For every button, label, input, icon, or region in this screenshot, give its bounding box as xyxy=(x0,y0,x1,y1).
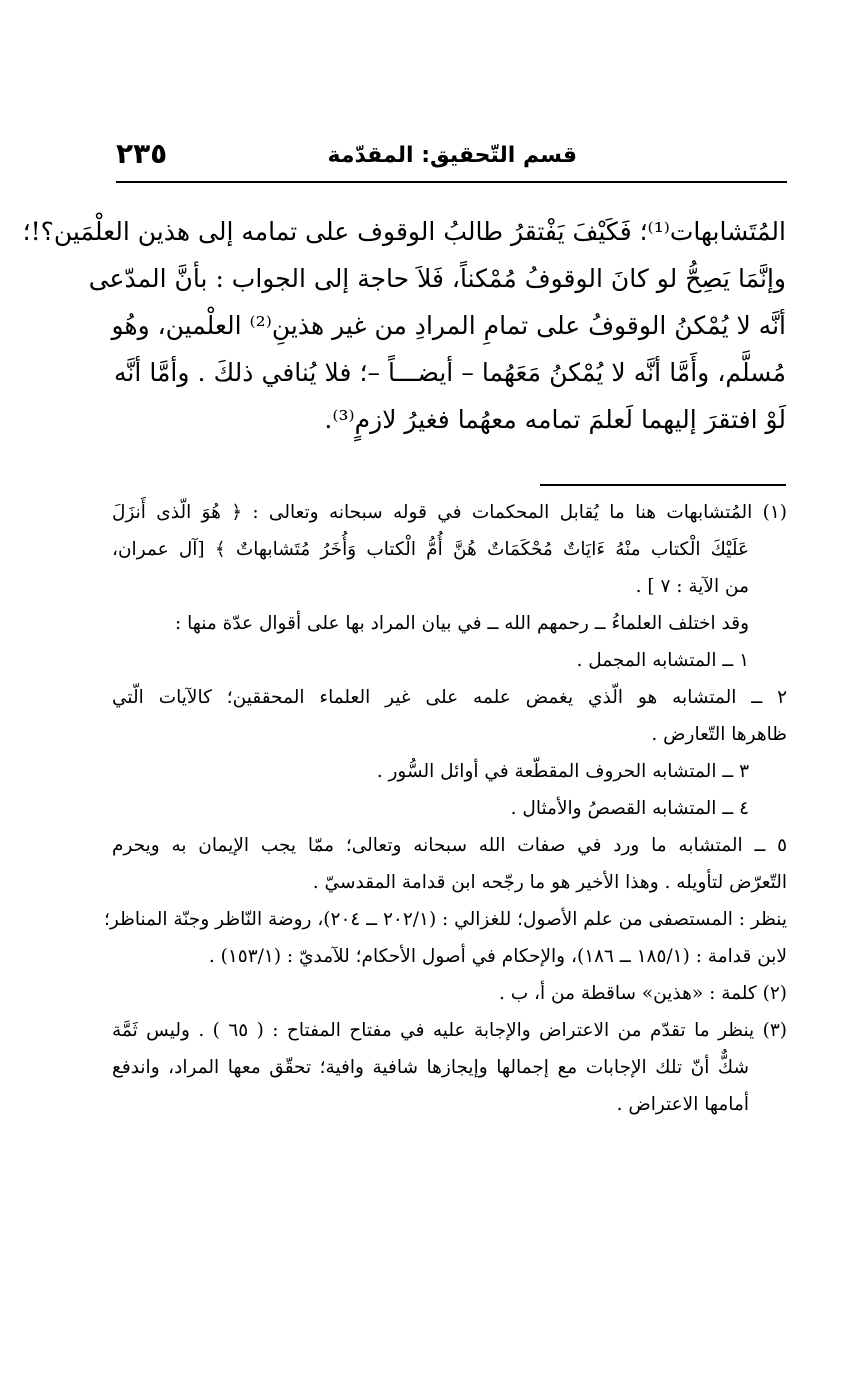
footnote-1-item-2: ٢ ــ المتشابه هو الّذي يغمض علمه على غير العلماء المحققين؛ كالآيات الّتي xyxy=(112,687,787,708)
footnote-1-item-2-cont: ظاهرها التّعارض . xyxy=(651,724,787,745)
footnote-1-reference-1: ينظر : المستصفى من علم الأصول؛ للغزالي : (٢٠٢/١ ــ ٢٠٤)، روضة النّاظر وجنّة المناظر؛ xyxy=(104,909,787,930)
footnotes xyxy=(104,494,787,1123)
footnote-1-reference-2: لابن قدامة : (١٨٥/١ ــ ١٨٦)، والإحكام في أصول الأحكام؛ للآمديّ : (١٥٣/١) . xyxy=(208,946,787,967)
footnote-3-line-3: أمامها الاعتراض . xyxy=(616,1094,749,1115)
main-line-1: المُتَشابهات⁽¹⁾؛ فَكَيْفَ يَفْتقرُ طالبُ الوقوف على تمامه إلى هذين العلْمَين؟!؛ xyxy=(22,217,786,246)
running-header xyxy=(116,137,787,183)
footnote-2: (٢) كلمة : «هذين» ساقطة من أ، ب . xyxy=(498,983,787,1004)
page-number: ٢٣٥ xyxy=(116,137,168,170)
main-line-5: لَوْ افتقرَ إليهما لَعلمَ تمامه معهُما فغيرُ لازمٍ⁽³⁾. xyxy=(324,405,786,434)
footnote-1-item-5-cont: التّعرّض لتأويله . وهذا الأخير هو ما رجّحه ابن قدامة المقدسيّ . xyxy=(312,872,787,893)
footnote-1-item-5: ٥ ــ المتشابه ما ورد في صفات الله سبحانه وتعالى؛ ممّا يجب الإيمان به ويحرم xyxy=(112,835,787,856)
footnote-1-item-1: ١ ــ المتشابه المجمل . xyxy=(576,650,749,671)
footnote-1-line-2: عَلَيْكَ الْكتاب منْهُ ءَايَاتٌ مُحْكَمَاتٌ هُنَّ أُمُّ الْكتاب وَأُخَرُ مُتَشابهاتٌ ﴾ [آل عمران، xyxy=(112,539,749,560)
footnote-1-item-4: ٤ ــ المتشابه القصصُ والأمثال . xyxy=(510,798,749,819)
main-line-3: أنَّه لا يُمْكنُ الوقوفُ على تمامِ المرادِ من غير هذينِ⁽²⁾ العلْمين، وهُو xyxy=(111,311,786,340)
footnote-separator xyxy=(540,484,786,486)
footnote-3-line-1: (٣) ينظر ما تقدّم من الاعتراض والإجابة عليه في مفتاح المفتاح : ( ٦٥ ) . وليس ثَمَّة xyxy=(112,1020,787,1041)
main-line-2: وإنَّمَا يَصِحُّ لو كانَ الوقوفُ مُمْكناً، فَلاَ حاجة إلى الجواب : بأنَّ المدّعى xyxy=(88,264,786,293)
footnote-3-line-2: شكٌّ أنّ تلك الإجابات مع إجمالها وإيجازها شافية وافية؛ تحقّق معها المراد، واندفع xyxy=(112,1057,749,1078)
main-line-4: مُسلَّم، وأَمَّا أنَّه لا يُمْكنُ مَعَهُما – أيضـــاً –؛ فلا يُنافي ذلكَ . وأمَّا أنَّه xyxy=(114,358,786,387)
section-title: قسم التّحقيق: المقدّمة xyxy=(327,143,577,168)
footnote-1-item-3: ٣ ــ المتشابه الحروف المقطّعة في أوائل السُّور . xyxy=(376,761,749,782)
main-text xyxy=(22,208,786,443)
footnote-1-body-line-1: وقد اختلف العلماءُ ــ رحمهم الله ــ في بيان المراد بها على أقوال عدّة منها : xyxy=(174,613,749,634)
footnote-1-line-3: من الآية : ٧ ] . xyxy=(635,576,749,597)
header-rule xyxy=(116,181,787,183)
footnote-1-line-1: (١) المُتشابهات هنا ما يُقابل المحكمات في قوله سبحانه وتعالى : ﴿ هُوَ الّذى أَنزَلَ xyxy=(112,502,787,523)
